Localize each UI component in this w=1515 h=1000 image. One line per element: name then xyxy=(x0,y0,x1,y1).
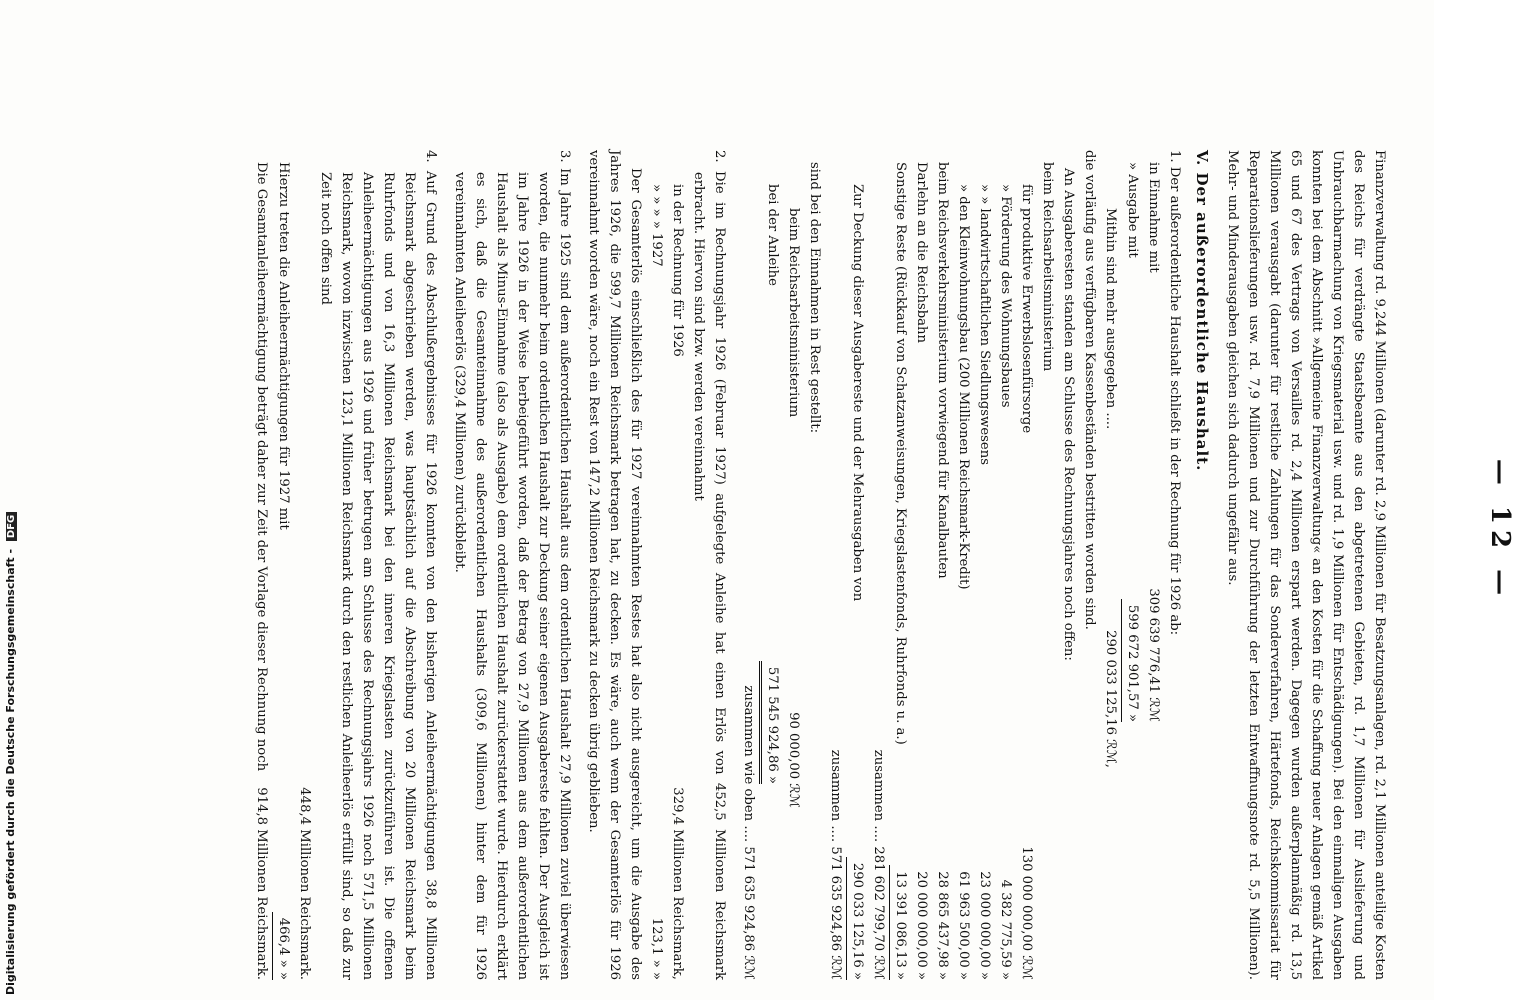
zusammen1-label: zusammen .... xyxy=(871,749,886,843)
mehr-label: Mithin sind mehr ausgegeben .... xyxy=(1103,208,1118,430)
rotated-text-block xyxy=(90,150,1515,980)
reste-value: 28 865 437,98 » xyxy=(935,871,950,980)
item2-row xyxy=(667,150,688,980)
deckung-label: Zur Deckung dieser Ausgabereste und der Mehrausgaben von xyxy=(850,184,865,602)
reste-value: 20 000 000,00 » xyxy=(914,871,929,980)
mehr-row xyxy=(1100,150,1121,768)
item2-label: in der Rechnung für 1926 xyxy=(670,184,685,357)
hinzu-row xyxy=(272,150,294,980)
zusammen1-row xyxy=(868,150,889,980)
reste-row xyxy=(995,150,1016,980)
hinzu-value: 466,4 » » xyxy=(272,912,294,980)
gesamt-label: Die Gesamtanleiheermächtigung beträgt daher zur Zeit der Vorlage dieser Rechnung noch xyxy=(254,162,269,772)
reste-row xyxy=(911,150,932,980)
item4-text: 4. Auf Grund des Abschlußergebnisses für 1926 konnten von den bisherigen Anleiheermächtigungen 38,8 Millionen Reichsmark abgeschrieben werden, was hauptsächlich auf die Abschreibung von 20 Millionen Reichsmark beim Ruhrfonds und von 16,3 Millionen Reichsmark bei den inneren Kriegslasten zurückzuführen ist. Die offenen Anleiheermächtigungen aus 1926 und früher betrugen am Schlusse des Rechnungsjahrs 1926 noch 571,5 Millionen Reichsmark, wovon inzwischen 123,1 Millionen Reichsmark durch den restlichen Anleiheerlös erfüllt sind, so daß zur Zeit noch offen sind xyxy=(318,150,438,980)
zusammen3-row xyxy=(738,150,759,980)
rest-value: 90 000,00 ℛℳ xyxy=(786,712,801,808)
reste-row xyxy=(932,150,953,980)
reste-value: 4 382 775,59 » xyxy=(998,879,1013,980)
rest-row xyxy=(783,150,804,808)
reste-label: » den Kleinwohnungsbau (200 Millionen Reichsmark-Kredit) xyxy=(956,184,971,590)
zusammen3-label: zusammen wie oben .... xyxy=(741,685,756,843)
deckung-value: 290 033 125,16 » xyxy=(846,857,868,980)
einnahme-row xyxy=(1143,150,1164,722)
rest-label: bei der Anleihe xyxy=(765,184,780,286)
einnahme-value: 309 639 776,41 ℛℳ xyxy=(1146,588,1161,722)
reste-row xyxy=(953,150,974,980)
zusammen3-value: 571 635 924,86 ℛℳ xyxy=(741,846,756,980)
digitization-footer xyxy=(4,512,17,995)
reste-value: 23 000 000,00 » xyxy=(977,871,992,980)
offen-row xyxy=(294,150,315,980)
intro-paragraph: Finanzverwaltung rd. 9,244 Millionen (darunter rd. 2,9 Millionen für Besatzungsanlagen, rd. 2,1 Millionen anteilige Kosten des Reichs für verdrängte Staatsbeamte aus den abgetretenen Gebieten, rd. 1,7 Millionen für Auslieferung und Unbrauchbarmachung von Kriegsmaterial usw. und rd. 1,9 Millionen für Entschädigungen). Bei den einmaligen Ausgaben konnten bei dem Abschnitt »Allgemeine Finanzverwaltung« an den Kosten für die Schaffung neuer Anlagen gemäß Artikel 65 und 67 des Vertrags von Versailles rd. 2,4 Millionen erspart werden. Dagegen wurden außerplanmäßig rd. 13,5 Millionen verausgabt (darunter für restliche Zahlungen für das Sonderverfahren, Härtefonds, Reichskommissariat für Reparationslieferungen usw. rd. 7,9 Millionen und zur Durchführung der letzten Entwaffnungsnote rd. 5,5 Millionen). Mehr- und Minderausgaben gleichen sich dadurch ungefähr aus. xyxy=(1225,150,1387,980)
item3-text: 3. Im Jahre 1925 sind dem außerordentlichen Haushalt aus dem ordentlichen Haushalt 27,9 Millionen zuviel überwiesen worden, die nunmehr beim ordentlichen Haushalt zur Deckung seiner eigenen Ausgabereste fehlten. Der Ausgleich ist im Jahre 1926 in der Weise herbeigeführt worden, daß der Betrag von 27,9 Millionen aus dem außerordentlichen Haushalt als Minus-Einnahme (also als Ausgabe) dem ordentlichen Haushalt zurückerstattet wurde. Hierdurch erklärt es sich, daß die Gesamteinnahme des außerordentlichen Haushalts (309,6 Millionen) hinter dem für 1926 vereinnahmten Anleiheerlös (329,4 Millionen) zurückbleibt. xyxy=(452,150,572,980)
item2-value: 329,4 Millionen Reichsmark, xyxy=(670,787,685,980)
rest-intro: sind bei den Einnahmen in Rest gestellt: xyxy=(807,162,822,434)
hinzu-label: Hierzu treten die Anleiheermächtigungen für 1927 mit xyxy=(276,162,291,530)
ministerium-label: beim Reichsarbeitsministerium xyxy=(1040,162,1055,372)
rest-value: 571 545 924,86 » xyxy=(759,661,783,784)
zusammen2-value: 571 635 924,86 ℛℳ xyxy=(828,846,843,980)
reste-value: 130 000 000,00 ℛℳ xyxy=(1019,846,1034,980)
reste-row xyxy=(1016,150,1037,980)
mehr-value: 290 033 125,16 ℛℳ, xyxy=(1103,630,1118,768)
reste-label: Sonstige Reste (Rückkauf von Schatzanweisungen, Kriegslastenfonds, Ruhrfonds u. a.) xyxy=(893,162,908,745)
ausgabe-label: » Ausgabe mit xyxy=(1125,162,1140,258)
item1-text-b: An Ausgaberesten standen am Schlusse des Rechnungsjahres noch offen: xyxy=(1061,168,1076,661)
item1-intro: 1. Der außerordentliche Haushalt schließt in der Rechnung für 1926 ab: xyxy=(1167,150,1182,636)
offen-value: 448,4 Millionen Reichsmark. xyxy=(297,787,312,980)
reste-label: Darlehn an die Reichsbahn xyxy=(914,162,929,344)
item2-label: » » » » 1927 xyxy=(649,184,664,267)
item2-value: 123,1 » » xyxy=(649,917,664,980)
gesamt-value: 914,8 Millionen Reichsmark. xyxy=(254,787,269,980)
reste-value: 61 963 500,00 » xyxy=(956,871,971,980)
deckung-row xyxy=(846,150,868,980)
ausgabe-value: 599 672 901,57 » xyxy=(1121,599,1143,722)
reste-row xyxy=(889,150,911,980)
item2-paragraph: Der Gesamterlös einschließlich des für 1927 vereinnahmten Restes hat also nicht ausgereicht, um die Ausgabe des Jahres 1926, die 599,7 Millionen Reichsmark betragen hat, zu decken. Es wäre, auch wenn der Gesamterlös für 1926 vereinnahmt worden wäre, noch ein Rest von 147,2 Millionen Reichsmark zu decken übrig geblieben. xyxy=(586,150,643,980)
reste-row xyxy=(974,150,995,980)
reste-label: » Förderung des Wohnungsbaues xyxy=(998,184,1013,408)
page-number: — 12 — xyxy=(1485,458,1515,602)
dfg-logo: DFG xyxy=(6,512,17,541)
reste-label: beim Reichsverkehrsministerium vorwiegend für Kanalbauten xyxy=(935,162,950,579)
zusammen2-label: zusammen .... xyxy=(828,749,843,843)
reste-value: 13 391 086,13 » xyxy=(889,865,911,980)
ausgabe-row xyxy=(1121,150,1143,722)
einnahme-label: in Einnahme mit xyxy=(1146,162,1161,273)
zusammen1-value: 281 602 799,70 ℛℳ xyxy=(871,846,886,980)
zusammen2-row xyxy=(825,150,846,980)
rest-row xyxy=(759,150,783,784)
reste-label: für produktive Erwerbslosenfürsorge xyxy=(1019,184,1034,434)
digitization-note: Digitalisierung gefördert durch die Deutsche Forschungsgemeinschaft - xyxy=(4,548,17,995)
gesamt-row xyxy=(251,150,272,980)
section-title: V. Der außerordentliche Haushalt. xyxy=(1193,150,1211,472)
reste-label: » » landwirtschaftlichen Siedlungswesens xyxy=(977,184,992,465)
item1-text-a: die vorläufig aus verfügbaren Kassenbeständen bestritten worden sind. xyxy=(1082,150,1097,630)
item2-row xyxy=(646,150,667,980)
rest-label: beim Reichsarbeitsministerium xyxy=(786,208,801,418)
item2-text: 2. Die im Rechnungsjahr 1926 (Februar 1927) aufgelegte Anleihe hat einen Erlös von 452,5 Millionen Reichsmark erbracht. Hiervon sind bzw. werden vereinnahmt xyxy=(691,150,727,980)
